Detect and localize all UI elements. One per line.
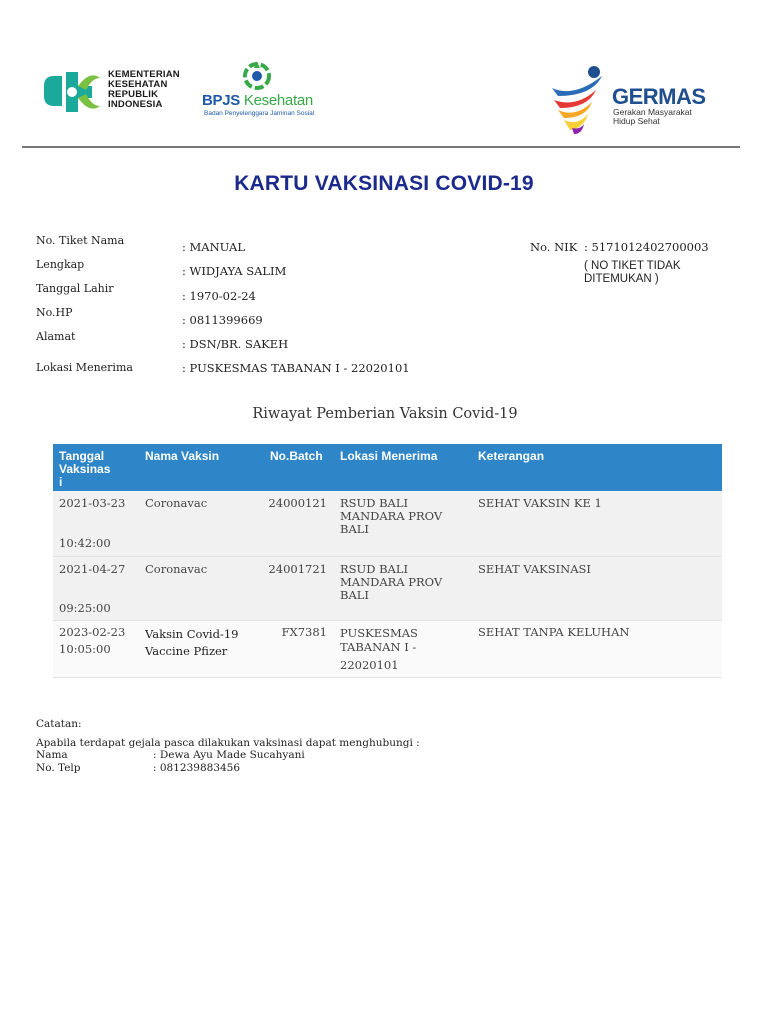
row-vaccine: Vaksin Covid-19 Vaccine Pfizer	[145, 627, 239, 658]
label-address: Alamat	[36, 330, 76, 343]
row-date: 2023-02-23	[59, 625, 126, 639]
notes-phone-label: No. Telp	[36, 762, 81, 774]
label-birth-date: Tanggal Lahir	[36, 282, 114, 295]
header-vaccine-name: Nama Vaksin	[145, 449, 220, 463]
label-full-name: Lengkap	[36, 258, 85, 271]
bpjs-subtitle: Badan Penyelenggara Jaminan Sosial	[204, 110, 315, 117]
row-time: 09:25:00	[59, 601, 111, 615]
row-time: 10:05:00	[59, 642, 111, 656]
row-date: 2021-04-27	[59, 562, 126, 576]
notes-phone-value: : 081239883456	[153, 762, 241, 774]
header-divider	[22, 146, 740, 148]
row-note: SEHAT TANPA KELUHAN	[478, 625, 630, 639]
label-phone: No.HP	[36, 306, 73, 319]
header-batch: No.Batch	[270, 449, 323, 463]
label-location: Lokasi Menerima	[36, 361, 133, 374]
value-phone: : 0811399669	[182, 313, 263, 327]
notes-name-label: Nama	[36, 749, 68, 761]
row-time: 10:42:00	[59, 536, 111, 550]
row-location: RSUD BALI MANDARA PROV BALI	[340, 562, 443, 602]
notes-name-value: : Dewa Ayu Made Sucahyani	[153, 749, 305, 761]
label-ticket: No. Tiket Nama	[36, 234, 125, 247]
header-location: Lokasi Menerima	[340, 449, 438, 463]
label-nik: No. NIK	[530, 240, 578, 254]
row-vaccine: Coronavac	[145, 496, 208, 510]
notes-heading: Catatan:	[36, 718, 82, 730]
history-title: Riwayat Pemberian Vaksin Covid-19	[252, 406, 518, 422]
document-header	[0, 0, 768, 150]
row-location: RSUD BALI MANDARA PROV BALI	[340, 496, 443, 536]
vaccination-table	[53, 444, 722, 678]
value-location: : PUSKESMAS TABANAN I - 22020101	[182, 361, 410, 375]
header-note: Keterangan	[478, 449, 545, 463]
germas-subtitle: Gerakan Masyarakat Hidup Sehat	[613, 107, 692, 126]
row-date: 2021-03-23	[59, 496, 126, 510]
row-note: SEHAT VAKSINASI	[478, 562, 591, 576]
bpjs-logo-icon	[238, 60, 276, 94]
header-date: Tanggal Vaksinas i	[59, 449, 111, 489]
kemenkes-name: KEMENTERIAN KESEHATAN REPUBLIK INDONESIA	[108, 69, 180, 110]
germas-logo-icon	[548, 62, 614, 134]
row-batch: 24000121	[268, 496, 327, 510]
bpjs-name: BPJS Kesehatan	[202, 92, 313, 109]
row-location: PUSKESMAS TABANAN I - 22020101	[340, 626, 418, 672]
row-batch: 24001721	[268, 562, 327, 576]
table-row	[53, 491, 722, 557]
card-title: KARTU VAKSINASI COVID-19	[234, 172, 534, 195]
row-note: SEHAT VAKSIN KE 1	[478, 496, 602, 510]
value-full-name: : WIDJAYA SALIM	[182, 264, 287, 278]
value-ticket: : MANUAL	[182, 240, 245, 254]
value-birth-date: : 1970-02-24	[182, 289, 256, 303]
table-row	[53, 621, 722, 678]
kemenkes-logo-icon	[38, 64, 104, 118]
value-nik: : 5171012402700003	[584, 240, 709, 254]
value-address: : DSN/BR. SAKEH	[182, 337, 289, 351]
germas-title: GERMAS	[612, 84, 706, 109]
table-header	[53, 444, 722, 491]
row-vaccine: Coronavac	[145, 562, 208, 576]
table-row	[53, 557, 722, 621]
ticket-not-found-note: ( NO TIKET TIDAK DITEMUKAN )	[584, 260, 681, 285]
notes-contact-line: Apabila terdapat gejala pasca dilakukan vaksinasi dapat menghubungi :	[36, 737, 420, 749]
row-batch: FX7381	[281, 625, 327, 639]
